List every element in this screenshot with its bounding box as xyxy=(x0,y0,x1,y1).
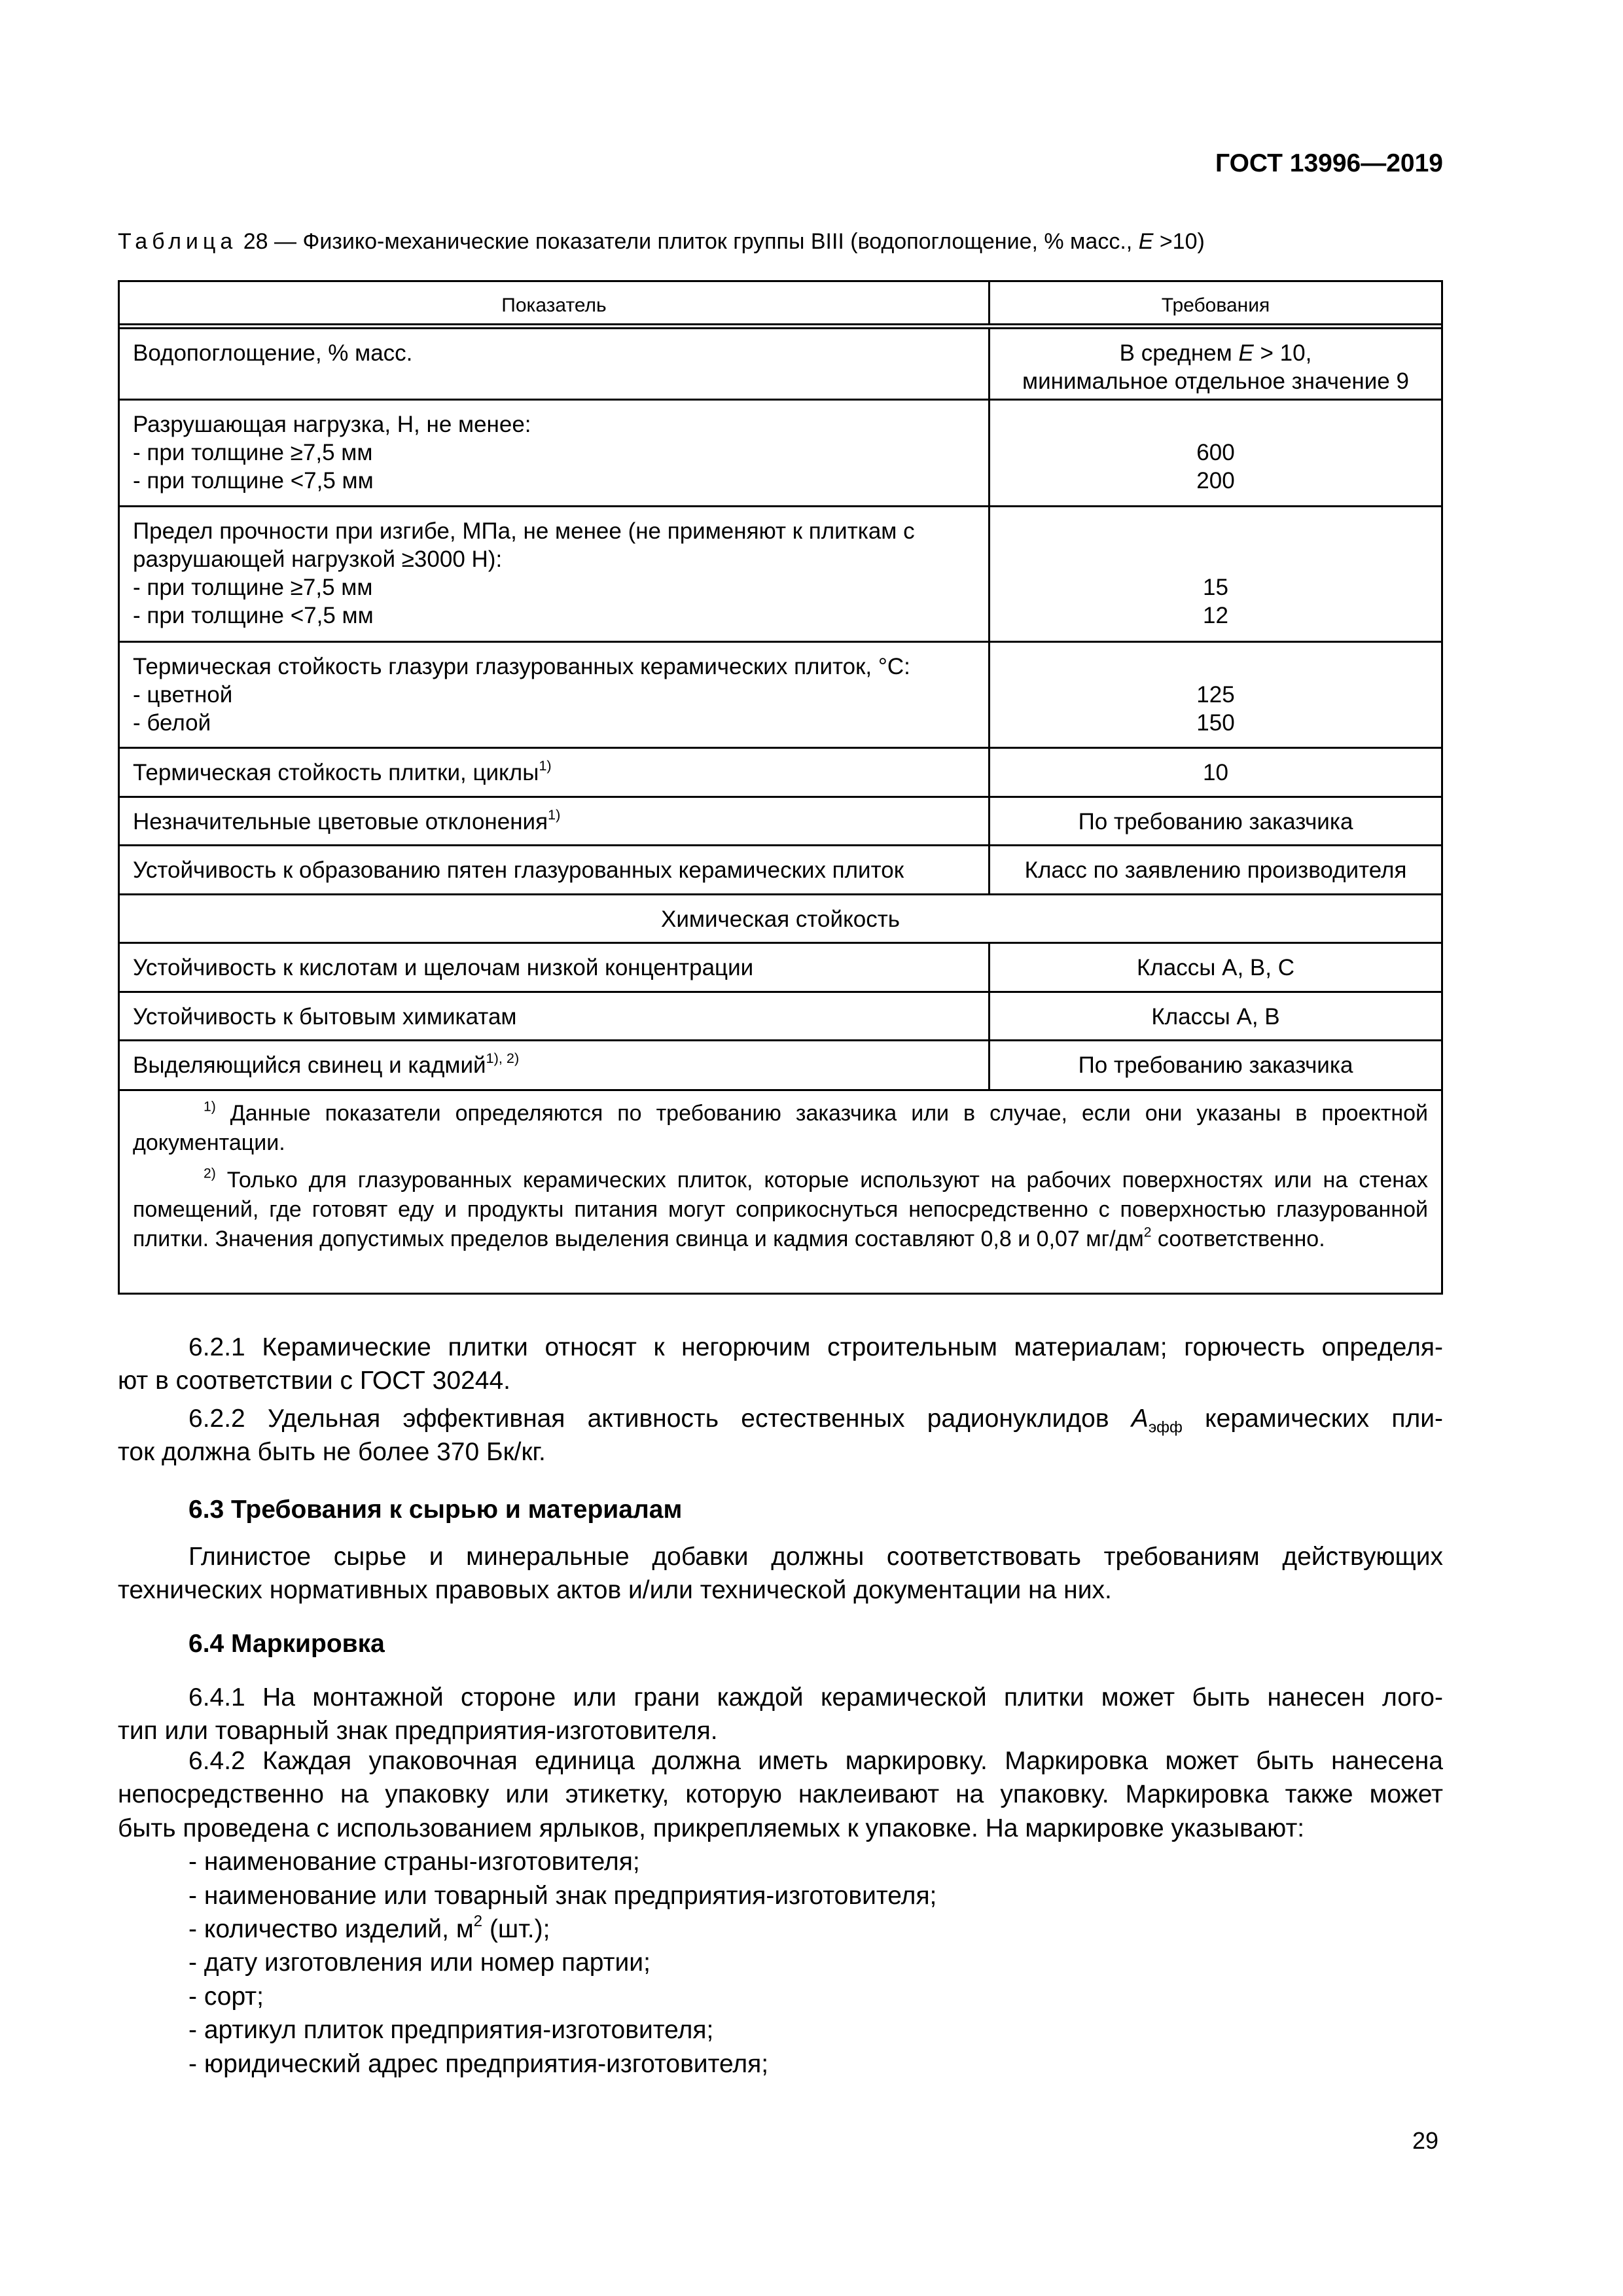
table-caption-italic: E xyxy=(1138,229,1154,254)
list-item: - артикул плиток предприятия-изготовителя; xyxy=(188,2016,714,2045)
section-heading xyxy=(118,1493,1443,1526)
cell-line: Водопоглощение, % масс. xyxy=(133,340,413,366)
list-item: - наименование или товарный знак предприятия-изготовителя; xyxy=(188,1881,937,1910)
text-line: 6.2.1 Керамические плитки относят к негорючим строительным материалам; горючесть определя- xyxy=(188,1333,1443,1361)
table-row xyxy=(120,942,1441,991)
requirement-cell xyxy=(990,993,1441,1039)
text-line: ют в соответствии с ГОСТ 30244. xyxy=(118,1367,510,1395)
cell-line: - при толщине ≥7,5 мм xyxy=(133,440,373,465)
requirement-cell xyxy=(990,846,1441,893)
table-body xyxy=(120,323,1441,1089)
cell-line: 600 xyxy=(1196,440,1235,465)
paragraph xyxy=(118,1402,1443,1469)
table-row xyxy=(120,844,1441,893)
footnote xyxy=(133,1166,1428,1254)
text-line: тип или товарный знак предприятия-изготовителя. xyxy=(118,1717,718,1746)
table-row xyxy=(120,747,1441,796)
cell-line: Классы А, В xyxy=(1151,1004,1280,1030)
table-row xyxy=(120,1039,1441,1089)
text-line xyxy=(118,1402,1443,1435)
paragraph xyxy=(118,1744,1443,2081)
table-row xyxy=(120,991,1441,1039)
cell-line: Термическая стойкость глазури глазурованных керамических плиток, °C: xyxy=(133,654,910,679)
cell-line: Класс по заявлению производителя xyxy=(1024,857,1407,883)
text-segment: > 10, xyxy=(1253,340,1312,366)
table-caption-prefix: Таблица xyxy=(118,229,238,254)
superscript: 2) xyxy=(204,1166,216,1181)
cell-line: 200 xyxy=(1196,468,1235,493)
text-segment: 6.2.2 Удельная эффективная активность естественных радионуклидов xyxy=(188,1405,1132,1433)
section-header-cell: Химическая стойкость xyxy=(660,906,901,932)
list-item: - наименование страны-изготовителя; xyxy=(188,1848,640,1876)
list-item: - сорт; xyxy=(188,1982,264,2011)
column-header-requirements: Требования xyxy=(1161,295,1270,316)
cell-line: - при толщине <7,5 мм xyxy=(133,468,374,493)
table-caption-tail: >10) xyxy=(1153,229,1205,254)
indicator-cell xyxy=(120,329,990,399)
paragraph xyxy=(118,1331,1443,1398)
cell-line xyxy=(1003,545,1428,573)
table-row xyxy=(120,505,1441,641)
cell-line: разрушающей нагрузкой ≥3000 Н): xyxy=(133,547,503,572)
text-segment: Незначительные цветовые отклонения xyxy=(133,809,548,834)
cell-line: Устойчивость к кислотам и щелочам низкой концентрации xyxy=(133,955,754,980)
table-row xyxy=(120,323,1441,399)
text-segment: - количество изделий, м xyxy=(188,1915,474,1944)
text-segment: Только для глазурованных керамических плиток, которые используют на рабочих поверхностях или на стенах помещений, где готовят еду и продукты питания могут соприкоснуться непосредственно с поверхностью глазурованной плитки. Значения допустимых пределов выделения свинца и кадмия составляют 0,8 и 0,07 мг/дм xyxy=(133,1168,1428,1251)
table-row xyxy=(120,893,1441,942)
requirement-cell xyxy=(990,944,1441,991)
text-line: быть проведена с использованием ярлыков, прикрепляемых к упаковке. На маркировке указывают: xyxy=(118,1814,1305,1842)
cell-line: - при толщине ≥7,5 мм xyxy=(133,575,373,600)
indicator-cell xyxy=(120,1041,990,1089)
footnote xyxy=(133,1099,1428,1158)
text-segment: Термическая стойкость плитки, циклы xyxy=(133,760,539,785)
cell-line xyxy=(1003,410,1428,439)
document-id-header: ГОСТ 13996—2019 xyxy=(1215,149,1443,177)
cell-line: 150 xyxy=(1196,710,1235,736)
requirement-cell xyxy=(990,749,1441,796)
indicator-cell xyxy=(120,643,990,747)
table-caption-text: 28 — Физико-механические показатели плиток группы BIII (водопоглощение, % масс., xyxy=(237,229,1139,254)
list-item xyxy=(118,1912,1443,1946)
cell-line: По требованию заказчика xyxy=(1078,809,1353,834)
requirement-cell xyxy=(990,1041,1441,1089)
heading-text: 6.3 Требования к сырью и материалам xyxy=(188,1496,683,1524)
text-segment: (шт.); xyxy=(482,1915,550,1944)
cell-line: По требованию заказчика xyxy=(1078,1052,1353,1078)
footnotes-cell xyxy=(120,1091,1441,1293)
table-row xyxy=(120,641,1441,747)
indicator-cell xyxy=(120,993,990,1039)
requirement-cell xyxy=(990,507,1441,641)
text-line: непосредственно на упаковку или этикетку, которую наклеивают на упаковку. Маркировка также может xyxy=(118,1780,1443,1809)
text-line: 6.4.2 Каждая упаковочная единица должна иметь маркировку. Маркировка может быть нанесена xyxy=(188,1747,1443,1775)
indicator-cell xyxy=(120,944,990,991)
requirement-cell xyxy=(990,798,1441,844)
text-line: ток должна быть не более 370 Бк/кг. xyxy=(118,1438,546,1467)
superscript: 1) xyxy=(539,757,552,774)
indicator-cell xyxy=(120,749,990,796)
superscript: 1), 2) xyxy=(486,1049,520,1066)
text-segment: Выделяющийся свинец и кадмий xyxy=(133,1052,486,1078)
cell-line: - белой xyxy=(133,710,211,736)
cell-line: Устойчивость к бытовым химикатам xyxy=(133,1004,517,1030)
table-row xyxy=(120,796,1441,844)
cell-line: Предел прочности при изгибе, МПа, не менее (не применяют к плиткам с xyxy=(133,518,915,544)
superscript: 1) xyxy=(548,806,561,823)
indicator-cell xyxy=(120,401,990,505)
indicator-cell xyxy=(120,846,990,893)
cell-line: 12 xyxy=(1203,603,1228,628)
text-line: технических нормативных правовых актов и/или технической документации на них. xyxy=(118,1576,1112,1605)
requirement-cell xyxy=(990,643,1441,747)
subscript: эфф xyxy=(1148,1418,1183,1437)
text-segment: керамических пли- xyxy=(1182,1405,1443,1433)
paragraph xyxy=(118,1540,1443,1607)
cell-line xyxy=(1003,517,1428,545)
cell-line xyxy=(1003,653,1428,681)
text-line: 6.4.1 На монтажной стороне или грани каждой керамической плитки может быть нанесен лого- xyxy=(188,1683,1443,1712)
text-line: Глинистое сырье и минеральные добавки должны соответствовать требованиям действующих xyxy=(188,1543,1443,1571)
cell-line: 10 xyxy=(1203,760,1228,785)
list-item: - юридический адрес предприятия-изготовителя; xyxy=(188,2049,769,2078)
cell-line xyxy=(133,759,975,787)
italic-symbol: A xyxy=(1131,1405,1149,1433)
table-header-row xyxy=(120,282,1441,323)
column-header-indicator: Показатель xyxy=(120,282,990,323)
indicator-cell xyxy=(120,507,990,641)
heading-text: 6.4 Маркировка xyxy=(188,1630,385,1658)
text-segment: Данные показатели определяются по требованию заказчика или в случае, если они указаны в проектной документации. xyxy=(133,1101,1428,1155)
cell-line: 15 xyxy=(1203,575,1228,600)
cell-line: - при толщине <7,5 мм xyxy=(133,603,374,628)
cell-line xyxy=(133,1051,975,1079)
paragraph xyxy=(118,1681,1443,1748)
cell-line: - цветной xyxy=(133,682,233,708)
list-item: - дату изготовления или номер партии; xyxy=(188,1948,651,1977)
superscript: 2 xyxy=(473,1912,483,1931)
properties-table xyxy=(118,280,1443,1295)
cell-line: 125 xyxy=(1196,682,1235,708)
cell-line xyxy=(133,808,975,836)
text-segment: соответственно. xyxy=(1151,1227,1325,1251)
page-number: 29 xyxy=(1412,2127,1438,2154)
cell-line: минимальное отдельное значение 9 xyxy=(1022,368,1409,394)
text-segment: В среднем xyxy=(1119,340,1239,366)
table-row xyxy=(120,399,1441,505)
superscript: 1) xyxy=(204,1099,216,1115)
superscript: 2 xyxy=(1143,1225,1152,1240)
cell-line: Устойчивость к образованию пятен глазурованных керамических плиток xyxy=(133,857,904,883)
cell-line: Разрушающая нагрузка, Н, не менее: xyxy=(133,412,531,437)
cell-line xyxy=(1003,339,1428,367)
table-caption xyxy=(118,229,1205,255)
requirement-cell xyxy=(990,329,1441,399)
requirement-cell xyxy=(990,401,1441,505)
section-heading xyxy=(118,1627,1443,1660)
italic-symbol: E xyxy=(1238,340,1254,366)
cell-line: Классы А, В, С xyxy=(1136,955,1295,980)
indicator-cell xyxy=(120,798,990,844)
table-footnotes xyxy=(120,1089,1441,1293)
